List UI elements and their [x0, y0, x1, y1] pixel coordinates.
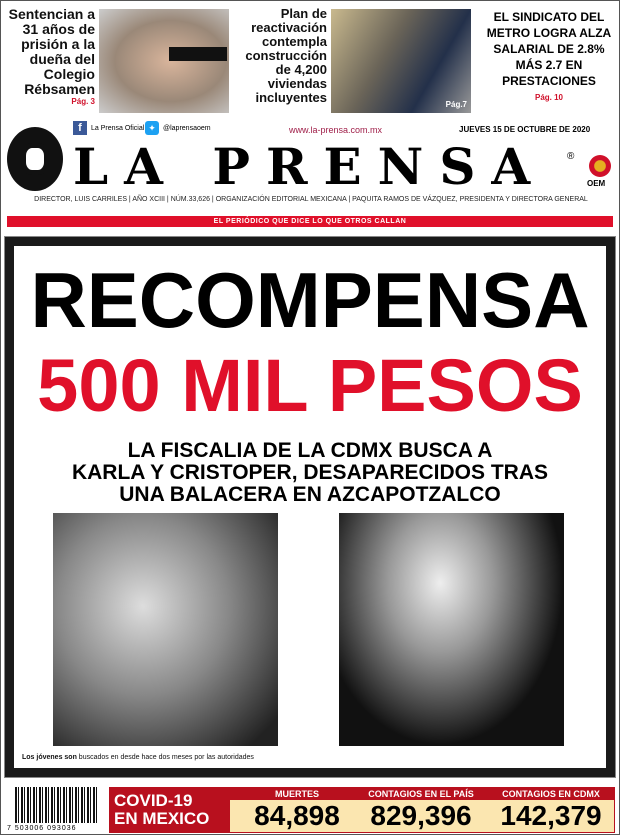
masthead: LA PRENSA [73, 137, 547, 196]
photo-karla [339, 513, 564, 746]
subhead-line: LA FISCALIA DE LA CDMX BUSCA A [127, 439, 493, 462]
subhead [14, 440, 606, 506]
registered-mark: ® [567, 151, 575, 162]
teaser-text: Plan de reactivación contempla construcción de 4,200 viviendas incluyentes [245, 6, 327, 105]
stat-deaths [242, 788, 352, 832]
photo-caption [22, 754, 254, 761]
twitter-handle: @laprensaoem [163, 124, 211, 132]
barcode-number: 7 503006 093036 [7, 825, 77, 832]
teaser-vivienda[interactable] [235, 7, 327, 105]
headline-reward: 500 MIL PESOS [37, 344, 583, 427]
oem-sun-icon [589, 155, 611, 177]
stat-cdmx-cases [490, 788, 612, 832]
twitter-link[interactable] [145, 121, 211, 135]
teaser-text: Sentencian a 31 años de prisión a la dueña del Colegio Rébsamen [8, 6, 95, 97]
page-ref: Pág.7 [445, 100, 467, 109]
stat-country-cases [356, 788, 486, 832]
stat-label: MUERTES [274, 789, 319, 799]
stat-value: 142,379 [500, 800, 602, 831]
facebook-icon: f [73, 121, 87, 135]
credits-line: DIRECTOR, LUIS CARRILES | AÑO XCIII | NÚM.33,626 | ORGANIZACIÓN EDITORIAL MEXICANA | PAQUITA RAMOS DE VÁZQUEZ, PRESIDENTA Y DIRECTORA GENERAL [34, 196, 588, 203]
subhead-line: UNA BALACERA EN AZCAPOTZALCO [119, 483, 501, 506]
oem-logo-text: OEM [587, 179, 606, 188]
stat-label: CONTAGIOS EN EL PAÍS [368, 789, 474, 799]
teaser-text: EL SINDICATO DEL METRO LOGRA ALZA SALARIAL DE 2.8% MÁS 2.7 EN PRESTACIONES [486, 10, 612, 88]
eye-censor-bar [169, 47, 227, 61]
stat-value: 829,396 [370, 800, 472, 831]
lion-logo-icon [7, 127, 63, 191]
page-ref: Pág. 3 [71, 97, 95, 106]
facebook-handle: La Prensa Oficial [91, 124, 145, 132]
covid-title-line: COVID-19 [114, 791, 193, 810]
stat-value: 84,898 [254, 800, 340, 831]
caption-bold: Los jóvenes son [22, 754, 77, 761]
main-story-box [5, 237, 615, 777]
teaser-photo-press [331, 9, 471, 113]
headline: RECOMPENSA [30, 256, 590, 344]
barcode [15, 787, 99, 823]
teaser-rebsamen[interactable] [5, 7, 95, 107]
stat-label: CONTAGIOS EN CDMX [502, 789, 600, 799]
website-link[interactable]: www.la-prensa.com.mx [289, 125, 383, 135]
subhead-line: KARLA Y CRISTOPER, DESAPARECIDOS TRAS [71, 461, 549, 484]
facebook-link[interactable] [73, 121, 144, 135]
photo-cristoper [53, 513, 278, 746]
covid-title-line: EN MEXICO [114, 809, 210, 828]
covid-panel [109, 787, 615, 833]
slogan-bar: EL PERIÓDICO QUE DICE LO QUE OTROS CALLAN [7, 216, 613, 227]
page-ref: Pág. 10 [534, 93, 563, 102]
twitter-icon: ✦ [145, 121, 159, 135]
teaser-photo-woman [99, 9, 229, 113]
covid-title [114, 792, 209, 828]
caption-text: buscados en desde hace dos meses por las autoridades [76, 754, 254, 761]
issue-date: JUEVES 15 DE OCTUBRE DE 2020 [459, 125, 591, 134]
teaser-metro[interactable] [481, 9, 617, 103]
